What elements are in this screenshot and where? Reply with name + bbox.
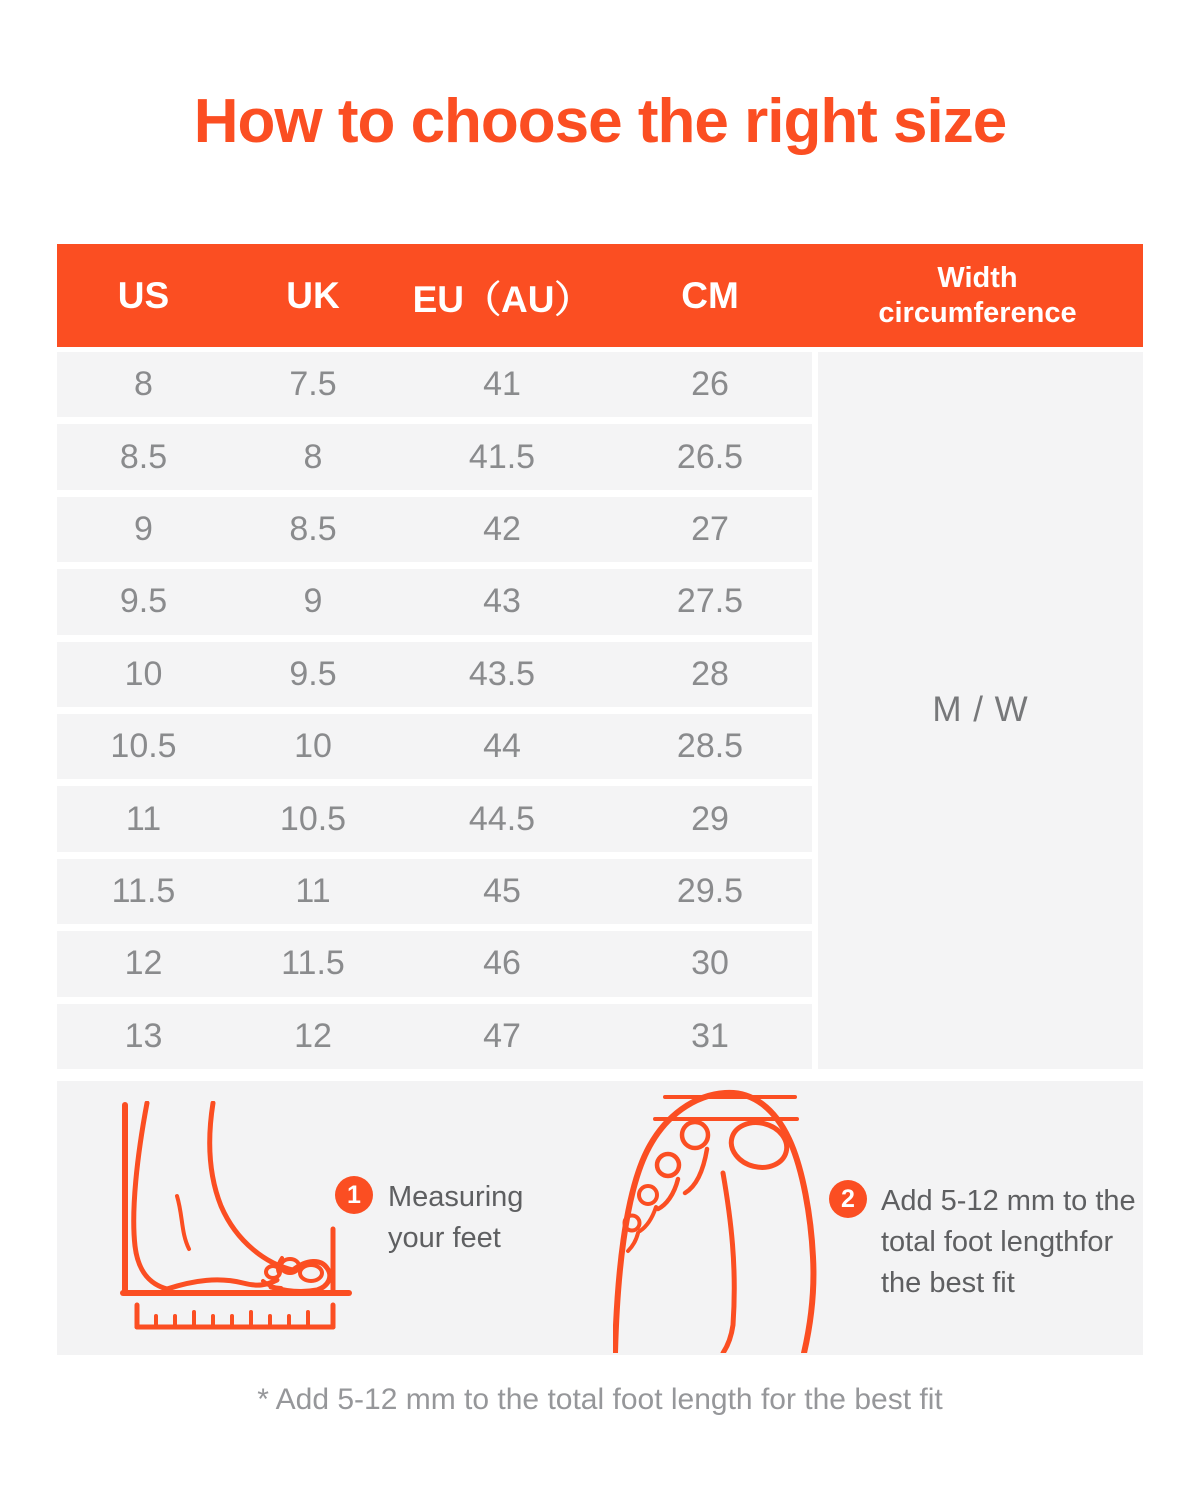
size-table [57, 244, 1143, 1069]
size-cell: 27 [691, 509, 729, 548]
header-cm: CM [681, 274, 739, 316]
size-cell: 8.5 [119, 437, 168, 476]
size-cell: 28 [691, 654, 729, 693]
step-2-badge: 2 [829, 1180, 867, 1218]
size-cell: 43 [483, 582, 521, 621]
size-cell: 41.5 [468, 437, 536, 476]
page-title: How to choose the right size [193, 87, 1007, 156]
table-row [57, 931, 812, 996]
table-row [57, 352, 812, 417]
size-cell: 12 [124, 944, 163, 983]
size-cell: 8 [303, 437, 323, 476]
table-row [57, 642, 812, 707]
table-row [57, 424, 812, 489]
step-1-badge: 1 [335, 1176, 373, 1214]
step-1-text: Measuring your feet [388, 1181, 524, 1254]
size-cell: 11 [295, 871, 331, 910]
header-uk: UK [286, 274, 340, 316]
size-cell: 10 [124, 654, 163, 693]
size-cell: 7.5 [289, 365, 337, 404]
header-eu-au: EU（AU） [412, 278, 592, 320]
size-cell: 26 [691, 365, 729, 404]
size-cell: 29.5 [676, 871, 744, 910]
size-cell: 45 [483, 871, 521, 910]
size-cell: 30 [691, 944, 729, 983]
header-width-circumference [812, 261, 1143, 331]
size-cell: 27.5 [676, 582, 744, 621]
size-cell: 11 [125, 799, 162, 838]
size-cell: 44.5 [468, 799, 536, 838]
size-cell: 11.5 [281, 944, 345, 983]
table-body [57, 352, 1143, 1069]
size-cell: 46 [483, 944, 521, 983]
size-cell: 41 [483, 365, 521, 404]
size-cell: 44 [483, 727, 521, 766]
size-rows [57, 352, 812, 1069]
size-cell: 9 [303, 582, 323, 621]
width-circumference-cell: M / W [818, 352, 1143, 1069]
size-cell: 10.5 [279, 799, 347, 838]
table-row [57, 859, 812, 924]
size-cell: 10.5 [110, 727, 177, 766]
size-cell: 29 [691, 799, 729, 838]
table-header-row [57, 244, 1143, 347]
header-us: US [117, 274, 170, 316]
size-cell: 10 [294, 727, 332, 766]
size-cell: 9 [134, 509, 153, 548]
size-cell: 12 [294, 1016, 332, 1055]
table-row [57, 714, 812, 779]
size-cell: 43.5 [468, 654, 536, 693]
size-cell: 9.5 [289, 654, 337, 693]
foot-top-measure-illustration [613, 1087, 835, 1353]
header-width-circumference-label: Width circumference [878, 261, 1077, 329]
size-cell: 26.5 [676, 437, 744, 476]
measuring-guide [57, 1081, 1143, 1355]
table-row [57, 786, 812, 851]
size-cell: 28.5 [676, 727, 744, 766]
table-row [57, 1004, 812, 1069]
footnote: * Add 5-12 mm to the total foot length for the best fit [257, 1383, 943, 1416]
table-row [57, 569, 812, 634]
size-cell: 11.5 [111, 871, 176, 910]
step-2-text: Add 5-12 mm to the total foot lengthfor the best fit [881, 1185, 1136, 1299]
size-cell: 9.5 [119, 582, 168, 621]
size-cell: 8 [134, 365, 153, 404]
size-cell: 42 [483, 509, 521, 548]
size-cell: 13 [124, 1016, 163, 1055]
foot-side-measure-illustration [115, 1101, 353, 1333]
size-cell: 47 [483, 1016, 521, 1055]
size-cell: 31 [691, 1016, 729, 1055]
size-cell: 8.5 [289, 509, 337, 548]
table-row [57, 497, 812, 562]
